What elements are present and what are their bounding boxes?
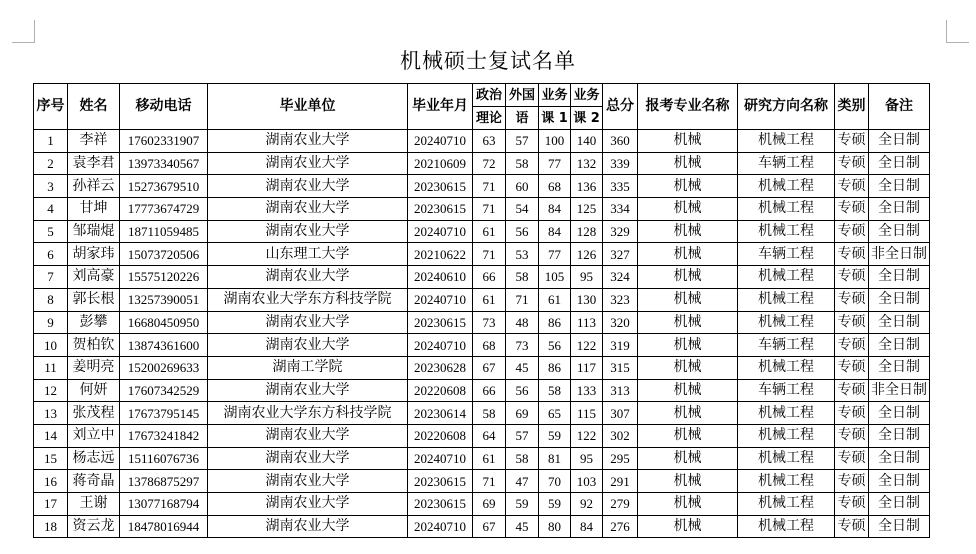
cell-foreign-language-score: 58 — [506, 152, 539, 175]
cell-note: 全日制 — [869, 334, 930, 357]
cell-politics-score: 71 — [473, 470, 506, 493]
cell-note: 全日制 — [869, 402, 930, 425]
cell-name: 胡家玮 — [68, 243, 120, 266]
cell-name: 袁李君 — [68, 152, 120, 175]
cell-politics-score: 71 — [473, 175, 506, 198]
cell-category: 专硕 — [835, 220, 869, 243]
cell-seq: 13 — [34, 402, 68, 425]
cell-politics-score: 69 — [473, 493, 506, 516]
cell-school: 湖南农业大学 — [208, 447, 408, 470]
cell-category: 专硕 — [835, 402, 869, 425]
cell-total-score: 315 — [603, 356, 638, 379]
cell-note: 全日制 — [869, 288, 930, 311]
table-row — [34, 152, 930, 175]
cell-direction: 机械工程 — [738, 493, 835, 516]
cell-grad-date: 20240710 — [408, 515, 473, 538]
cell-total-score: 329 — [603, 220, 638, 243]
cell-school: 湖南农业大学 — [208, 493, 408, 516]
cell-total-score: 279 — [603, 493, 638, 516]
cell-category: 专硕 — [835, 266, 869, 289]
cell-foreign-language-score: 47 — [506, 470, 539, 493]
cell-name: 刘立中 — [68, 424, 120, 447]
cell-phone: 17673795145 — [120, 402, 208, 425]
header-politics-top: 政治 — [473, 84, 506, 107]
cell-name: 邹瑞焜 — [68, 220, 120, 243]
cell-direction: 机械工程 — [738, 470, 835, 493]
header-category: 类别 — [835, 84, 869, 130]
table-row — [34, 493, 930, 516]
cell-phone: 15073720506 — [120, 243, 208, 266]
cell-major: 机械 — [638, 515, 738, 538]
cell-seq: 3 — [34, 175, 68, 198]
candidate-table — [33, 83, 930, 538]
cell-phone: 15116076736 — [120, 447, 208, 470]
header-course1-top: 业务 — [539, 84, 571, 107]
cell-foreign-language-score: 73 — [506, 334, 539, 357]
cell-course2-score: 95 — [571, 266, 603, 289]
cell-seq: 1 — [34, 130, 68, 153]
cell-direction: 车辆工程 — [738, 152, 835, 175]
cell-course2-score: 117 — [571, 356, 603, 379]
cell-note: 全日制 — [869, 311, 930, 334]
cell-major: 机械 — [638, 334, 738, 357]
cell-phone: 17607342529 — [120, 379, 208, 402]
cell-politics-score: 73 — [473, 311, 506, 334]
table-row — [34, 379, 930, 402]
cell-phone: 13257390051 — [120, 288, 208, 311]
cell-school: 湖南农业大学 — [208, 198, 408, 221]
cell-note: 全日制 — [869, 493, 930, 516]
cell-school: 湖南农业大学 — [208, 379, 408, 402]
table-row — [34, 175, 930, 198]
header-name: 姓名 — [68, 84, 120, 130]
cell-category: 专硕 — [835, 243, 869, 266]
cell-phone: 17602331907 — [120, 130, 208, 153]
cell-grad-date: 20240710 — [408, 220, 473, 243]
cell-politics-score: 67 — [473, 515, 506, 538]
cell-major: 机械 — [638, 243, 738, 266]
cell-major: 机械 — [638, 175, 738, 198]
cell-course1-score: 81 — [539, 447, 571, 470]
table-row — [34, 402, 930, 425]
cell-direction: 机械工程 — [738, 356, 835, 379]
cell-name: 郭长根 — [68, 288, 120, 311]
cell-foreign-language-score: 45 — [506, 356, 539, 379]
cell-foreign-language-score: 48 — [506, 311, 539, 334]
cell-course1-score: 100 — [539, 130, 571, 153]
header-phone: 移动电话 — [120, 84, 208, 130]
cell-foreign-language-score: 58 — [506, 266, 539, 289]
cell-category: 专硕 — [835, 198, 869, 221]
page-corner-mark-right — [946, 20, 969, 43]
cell-politics-score: 68 — [473, 334, 506, 357]
cell-direction: 车辆工程 — [738, 334, 835, 357]
cell-course2-score: 128 — [571, 220, 603, 243]
cell-course1-score: 84 — [539, 198, 571, 221]
cell-seq: 2 — [34, 152, 68, 175]
cell-name: 何妍 — [68, 379, 120, 402]
header-foreign-bottom: 语 — [506, 107, 539, 130]
header-course2-top: 业务 — [571, 84, 603, 107]
cell-name: 杨志远 — [68, 447, 120, 470]
cell-school: 湖南农业大学 — [208, 515, 408, 538]
cell-direction: 机械工程 — [738, 175, 835, 198]
cell-foreign-language-score: 53 — [506, 243, 539, 266]
header-grad-date: 毕业年月 — [408, 84, 473, 130]
cell-school: 湖南农业大学 — [208, 130, 408, 153]
cell-grad-date: 20220608 — [408, 424, 473, 447]
cell-grad-date: 20240710 — [408, 288, 473, 311]
cell-major: 机械 — [638, 311, 738, 334]
table-row — [34, 356, 930, 379]
cell-direction: 车辆工程 — [738, 243, 835, 266]
cell-course1-score: 105 — [539, 266, 571, 289]
cell-course2-score: 122 — [571, 334, 603, 357]
cell-course2-score: 113 — [571, 311, 603, 334]
cell-seq: 12 — [34, 379, 68, 402]
header-note: 备注 — [869, 84, 930, 130]
table-row — [34, 515, 930, 538]
cell-seq: 15 — [34, 447, 68, 470]
table-row — [34, 424, 930, 447]
cell-grad-date: 20240710 — [408, 130, 473, 153]
table-row — [34, 243, 930, 266]
cell-direction: 机械工程 — [738, 288, 835, 311]
cell-course1-score: 59 — [539, 424, 571, 447]
cell-foreign-language-score: 54 — [506, 198, 539, 221]
table-row — [34, 266, 930, 289]
cell-phone: 16680450950 — [120, 311, 208, 334]
cell-note: 全日制 — [869, 470, 930, 493]
table-header-row — [34, 84, 930, 107]
cell-direction: 车辆工程 — [738, 379, 835, 402]
cell-course2-score: 92 — [571, 493, 603, 516]
cell-phone: 13973340567 — [120, 152, 208, 175]
cell-course2-score: 126 — [571, 243, 603, 266]
table-row — [34, 447, 930, 470]
cell-major: 机械 — [638, 356, 738, 379]
cell-category: 专硕 — [835, 424, 869, 447]
cell-grad-date: 20230628 — [408, 356, 473, 379]
cell-foreign-language-score: 60 — [506, 175, 539, 198]
cell-major: 机械 — [638, 493, 738, 516]
cell-phone: 13874361600 — [120, 334, 208, 357]
cell-note: 全日制 — [869, 198, 930, 221]
header-course2-bottom: 课 2 — [571, 107, 603, 130]
cell-direction: 机械工程 — [738, 402, 835, 425]
header-course1-bottom: 课 1 — [539, 107, 571, 130]
cell-total-score: 291 — [603, 470, 638, 493]
cell-seq: 7 — [34, 266, 68, 289]
cell-foreign-language-score: 69 — [506, 402, 539, 425]
cell-note: 非全日制 — [869, 379, 930, 402]
cell-phone: 13786875297 — [120, 470, 208, 493]
cell-category: 专硕 — [835, 334, 869, 357]
header-total: 总分 — [603, 84, 638, 130]
cell-foreign-language-score: 56 — [506, 220, 539, 243]
table-row — [34, 130, 930, 153]
cell-total-score: 327 — [603, 243, 638, 266]
cell-note: 全日制 — [869, 130, 930, 153]
cell-total-score: 323 — [603, 288, 638, 311]
cell-course2-score: 125 — [571, 198, 603, 221]
cell-total-score: 335 — [603, 175, 638, 198]
cell-course2-score: 133 — [571, 379, 603, 402]
cell-politics-score: 71 — [473, 243, 506, 266]
cell-seq: 17 — [34, 493, 68, 516]
cell-total-score: 302 — [603, 424, 638, 447]
cell-grad-date: 20230614 — [408, 402, 473, 425]
cell-category: 专硕 — [835, 470, 869, 493]
cell-name: 李祥 — [68, 130, 120, 153]
cell-foreign-language-score: 57 — [506, 130, 539, 153]
cell-politics-score: 67 — [473, 356, 506, 379]
header-direction: 研究方向名称 — [738, 84, 835, 130]
cell-seq: 9 — [34, 311, 68, 334]
cell-name: 贺柏钦 — [68, 334, 120, 357]
cell-name: 姜明亮 — [68, 356, 120, 379]
cell-note: 全日制 — [869, 424, 930, 447]
cell-foreign-language-score: 59 — [506, 493, 539, 516]
cell-politics-score: 61 — [473, 220, 506, 243]
cell-name: 王谢 — [68, 493, 120, 516]
cell-total-score: 319 — [603, 334, 638, 357]
cell-course1-score: 68 — [539, 175, 571, 198]
cell-grad-date: 20240710 — [408, 447, 473, 470]
cell-direction: 机械工程 — [738, 447, 835, 470]
cell-note: 全日制 — [869, 447, 930, 470]
cell-major: 机械 — [638, 288, 738, 311]
cell-direction: 机械工程 — [738, 198, 835, 221]
cell-note: 全日制 — [869, 356, 930, 379]
cell-major: 机械 — [638, 447, 738, 470]
cell-note: 全日制 — [869, 152, 930, 175]
cell-course2-score: 132 — [571, 152, 603, 175]
cell-phone: 15575120226 — [120, 266, 208, 289]
cell-course1-score: 77 — [539, 243, 571, 266]
cell-course2-score: 122 — [571, 424, 603, 447]
header-seq: 序号 — [34, 84, 68, 130]
cell-seq: 4 — [34, 198, 68, 221]
header-foreign-top: 外国 — [506, 84, 539, 107]
cell-direction: 机械工程 — [738, 266, 835, 289]
cell-school: 山东理工大学 — [208, 243, 408, 266]
cell-major: 机械 — [638, 266, 738, 289]
cell-politics-score: 61 — [473, 288, 506, 311]
cell-major: 机械 — [638, 402, 738, 425]
table-row — [34, 334, 930, 357]
cell-school: 湖南农业大学东方科技学院 — [208, 288, 408, 311]
cell-category: 专硕 — [835, 288, 869, 311]
cell-category: 专硕 — [835, 447, 869, 470]
cell-total-score: 307 — [603, 402, 638, 425]
cell-major: 机械 — [638, 130, 738, 153]
cell-major: 机械 — [638, 424, 738, 447]
cell-total-score: 360 — [603, 130, 638, 153]
cell-school: 湖南农业大学 — [208, 266, 408, 289]
cell-grad-date: 20210609 — [408, 152, 473, 175]
cell-phone: 15200269633 — [120, 356, 208, 379]
cell-politics-score: 66 — [473, 266, 506, 289]
table-body — [34, 130, 930, 538]
cell-foreign-language-score: 45 — [506, 515, 539, 538]
cell-course2-score: 136 — [571, 175, 603, 198]
cell-name: 蒋奇晶 — [68, 470, 120, 493]
cell-total-score: 334 — [603, 198, 638, 221]
cell-category: 专硕 — [835, 515, 869, 538]
cell-course1-score: 86 — [539, 311, 571, 334]
table-row — [34, 470, 930, 493]
cell-major: 机械 — [638, 152, 738, 175]
cell-direction: 机械工程 — [738, 311, 835, 334]
cell-foreign-language-score: 71 — [506, 288, 539, 311]
cell-school: 湖南农业大学 — [208, 152, 408, 175]
cell-name: 彭攀 — [68, 311, 120, 334]
cell-school: 湖南农业大学东方科技学院 — [208, 402, 408, 425]
cell-direction: 机械工程 — [738, 424, 835, 447]
cell-course1-score: 61 — [539, 288, 571, 311]
cell-course1-score: 65 — [539, 402, 571, 425]
cell-seq: 16 — [34, 470, 68, 493]
cell-note: 全日制 — [869, 266, 930, 289]
cell-grad-date: 20230615 — [408, 175, 473, 198]
cell-school: 湖南农业大学 — [208, 175, 408, 198]
cell-direction: 机械工程 — [738, 130, 835, 153]
cell-name: 甘坤 — [68, 198, 120, 221]
document-title: 机械硕士复试名单 — [400, 49, 576, 73]
cell-direction: 机械工程 — [738, 220, 835, 243]
cell-grad-date: 20220608 — [408, 379, 473, 402]
cell-total-score: 320 — [603, 311, 638, 334]
cell-grad-date: 20240610 — [408, 266, 473, 289]
cell-phone: 18478016944 — [120, 515, 208, 538]
cell-course1-score: 84 — [539, 220, 571, 243]
cell-phone: 18711059485 — [120, 220, 208, 243]
cell-grad-date: 20210622 — [408, 243, 473, 266]
cell-phone: 17673241842 — [120, 424, 208, 447]
cell-grad-date: 20230615 — [408, 493, 473, 516]
cell-total-score: 324 — [603, 266, 638, 289]
page-corner-mark-left — [12, 20, 35, 43]
cell-grad-date: 20240710 — [408, 334, 473, 357]
cell-course1-score: 86 — [539, 356, 571, 379]
cell-course1-score: 80 — [539, 515, 571, 538]
cell-course1-score: 56 — [539, 334, 571, 357]
cell-seq: 10 — [34, 334, 68, 357]
cell-school: 湖南农业大学 — [208, 470, 408, 493]
table-row — [34, 220, 930, 243]
cell-seq: 8 — [34, 288, 68, 311]
cell-grad-date: 20230615 — [408, 198, 473, 221]
cell-major: 机械 — [638, 198, 738, 221]
cell-phone: 17773674729 — [120, 198, 208, 221]
cell-school: 湖南农业大学 — [208, 220, 408, 243]
cell-name: 资云龙 — [68, 515, 120, 538]
cell-course2-score: 95 — [571, 447, 603, 470]
cell-school: 湖南工学院 — [208, 356, 408, 379]
cell-seq: 14 — [34, 424, 68, 447]
cell-major: 机械 — [638, 379, 738, 402]
cell-politics-score: 58 — [473, 402, 506, 425]
header-major: 报考专业名称 — [638, 84, 738, 130]
cell-seq: 11 — [34, 356, 68, 379]
table-row — [34, 311, 930, 334]
cell-politics-score: 63 — [473, 130, 506, 153]
cell-category: 专硕 — [835, 311, 869, 334]
cell-course2-score: 84 — [571, 515, 603, 538]
cell-course1-score: 59 — [539, 493, 571, 516]
cell-politics-score: 61 — [473, 447, 506, 470]
cell-course2-score: 140 — [571, 130, 603, 153]
cell-category: 专硕 — [835, 356, 869, 379]
cell-category: 专硕 — [835, 130, 869, 153]
cell-course2-score: 130 — [571, 288, 603, 311]
cell-politics-score: 64 — [473, 424, 506, 447]
cell-foreign-language-score: 57 — [506, 424, 539, 447]
cell-note: 全日制 — [869, 515, 930, 538]
cell-category: 专硕 — [835, 152, 869, 175]
table-row — [34, 198, 930, 221]
cell-school: 湖南农业大学 — [208, 334, 408, 357]
cell-seq: 5 — [34, 220, 68, 243]
cell-category: 专硕 — [835, 175, 869, 198]
cell-total-score: 276 — [603, 515, 638, 538]
header-school: 毕业单位 — [208, 84, 408, 130]
cell-politics-score: 71 — [473, 198, 506, 221]
cell-politics-score: 72 — [473, 152, 506, 175]
cell-course2-score: 115 — [571, 402, 603, 425]
cell-note: 全日制 — [869, 175, 930, 198]
cell-name: 刘高豪 — [68, 266, 120, 289]
cell-major: 机械 — [638, 470, 738, 493]
cell-politics-score: 66 — [473, 379, 506, 402]
cell-name: 孙祥云 — [68, 175, 120, 198]
header-politics-bottom: 理论 — [473, 107, 506, 130]
cell-major: 机械 — [638, 220, 738, 243]
cell-course1-score: 58 — [539, 379, 571, 402]
cell-total-score: 313 — [603, 379, 638, 402]
cell-course1-score: 70 — [539, 470, 571, 493]
cell-grad-date: 20230615 — [408, 470, 473, 493]
cell-seq: 18 — [34, 515, 68, 538]
cell-total-score: 339 — [603, 152, 638, 175]
cell-school: 湖南农业大学 — [208, 424, 408, 447]
cell-direction: 机械工程 — [738, 515, 835, 538]
cell-course2-score: 103 — [571, 470, 603, 493]
cell-foreign-language-score: 56 — [506, 379, 539, 402]
cell-category: 专硕 — [835, 493, 869, 516]
cell-category: 专硕 — [835, 379, 869, 402]
cell-seq: 6 — [34, 243, 68, 266]
cell-note: 非全日制 — [869, 243, 930, 266]
cell-note: 全日制 — [869, 220, 930, 243]
cell-course1-score: 77 — [539, 152, 571, 175]
table-row — [34, 288, 930, 311]
cell-phone: 15273679510 — [120, 175, 208, 198]
cell-total-score: 295 — [603, 447, 638, 470]
cell-school: 湖南农业大学 — [208, 311, 408, 334]
cell-name: 张茂程 — [68, 402, 120, 425]
cell-foreign-language-score: 58 — [506, 447, 539, 470]
cell-grad-date: 20230615 — [408, 311, 473, 334]
cell-phone: 13077168794 — [120, 493, 208, 516]
